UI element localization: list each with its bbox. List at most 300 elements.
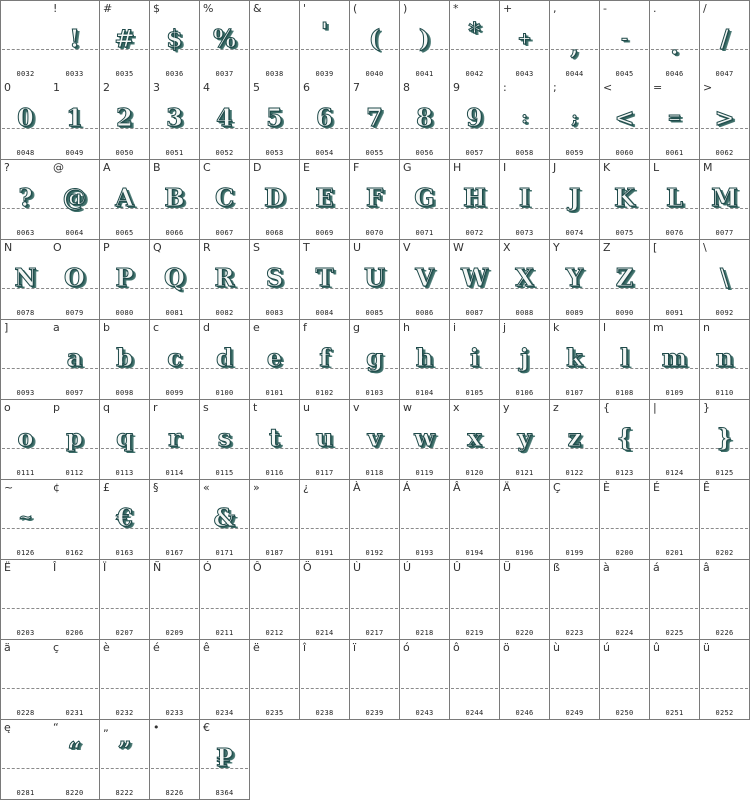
char-label: „ (103, 721, 109, 734)
char-label: J (553, 161, 557, 174)
glyph-cell (0, 80, 51, 160)
char-code: 0233 (165, 709, 184, 717)
char-code: 8226 (165, 789, 184, 797)
baseline (251, 608, 298, 609)
char-code: 0250 (615, 709, 634, 717)
char-code: 0099 (165, 389, 184, 397)
char-label: # (103, 2, 113, 15)
char-code: 0219 (465, 629, 484, 637)
baseline (651, 688, 698, 689)
glyph-cell (700, 0, 750, 81)
glyph-sample: A (115, 183, 134, 212)
glyph-sample: o (17, 423, 34, 452)
glyph-cell (550, 80, 600, 160)
glyph-sample: g (366, 343, 383, 372)
char-code: 0073 (515, 229, 534, 237)
glyph-cell (600, 640, 650, 720)
glyph-sample: H (463, 183, 486, 212)
baseline (701, 608, 748, 609)
char-label: € (203, 721, 210, 734)
char-code: 0049 (65, 149, 84, 157)
glyph-sample: Z (615, 263, 634, 292)
glyph-cell (500, 160, 550, 240)
char-code: 0124 (665, 469, 684, 477)
char-label: 2 (103, 81, 110, 94)
glyph-sample: V (415, 263, 434, 292)
char-code: 0036 (165, 70, 184, 78)
char-code: 0116 (265, 469, 284, 477)
glyph-sample: n (715, 343, 734, 372)
glyph-sample: * (468, 17, 481, 46)
baseline (651, 608, 698, 609)
char-label: m (653, 321, 664, 334)
glyph-sample: i (469, 343, 480, 372)
glyph-cell (100, 640, 150, 720)
glyph-cell (650, 320, 700, 400)
glyph-cell (600, 80, 650, 160)
char-code: 0108 (615, 389, 634, 397)
char-code: 0105 (465, 389, 484, 397)
glyph-cell (400, 240, 450, 320)
char-code: 0239 (365, 709, 384, 717)
glyph-cell (600, 240, 650, 320)
char-code: 0209 (165, 629, 184, 637)
glyph-sample: 5 (266, 103, 283, 132)
glyph-cell (100, 0, 150, 81)
char-label: ę (4, 721, 11, 734)
glyph-sample: ' (320, 17, 329, 46)
char-label: / (703, 2, 707, 15)
char-code: 0246 (515, 709, 534, 717)
char-label: U (353, 241, 362, 254)
char-label: Ó (203, 561, 212, 574)
baseline (51, 688, 98, 689)
glyph-sample: a (66, 343, 83, 372)
char-label: d (203, 321, 210, 334)
char-label: E (303, 161, 310, 174)
char-code: 0196 (515, 549, 534, 557)
char-code: 0092 (715, 309, 734, 317)
char-label: À (353, 481, 361, 494)
glyph-cell (700, 480, 750, 560)
glyph-cell (450, 480, 500, 560)
char-code: 0069 (315, 229, 334, 237)
char-code: 0055 (365, 149, 384, 157)
char-code: 0087 (465, 309, 484, 317)
glyph-cell (100, 720, 150, 800)
char-code: 0249 (565, 709, 584, 717)
char-label: j (503, 321, 507, 334)
char-code: 0191 (315, 549, 334, 557)
glyph-cell (150, 160, 200, 240)
char-code: 0111 (16, 469, 35, 477)
glyph-sample: 1 (66, 103, 83, 132)
glyph-cell (450, 160, 500, 240)
char-code: 0074 (565, 229, 584, 237)
char-code: 0062 (715, 149, 734, 157)
glyph-cell (450, 400, 500, 480)
char-label: Y (553, 241, 560, 254)
glyph-sample: # (114, 24, 135, 53)
char-code: 0042 (465, 70, 484, 78)
char-label: v (353, 401, 360, 414)
glyph-cell (550, 160, 600, 240)
glyph-cell (400, 560, 450, 640)
char-label: 7 (353, 81, 360, 94)
glyph-cell (450, 320, 500, 400)
baseline (651, 288, 698, 289)
char-label: Â (453, 481, 461, 494)
char-code: 0093 (16, 389, 35, 397)
char-label: ê (203, 641, 210, 654)
char-code: 0162 (65, 549, 84, 557)
glyph-cell (600, 560, 650, 640)
char-label: Á (403, 481, 411, 494)
glyph-cell (550, 560, 600, 640)
char-code: 0109 (665, 389, 684, 397)
char-label: ¢ (53, 481, 60, 494)
glyph-cell (400, 640, 450, 720)
glyph-cell (100, 80, 150, 160)
glyph-sample: x (467, 423, 482, 452)
glyph-cell (200, 640, 250, 720)
glyph-sample: , (570, 31, 579, 60)
glyph-sample: c (167, 343, 182, 372)
glyph-cell (50, 480, 100, 560)
baseline (351, 528, 398, 529)
glyph-sample: @ (62, 183, 87, 212)
glyph-cell (250, 320, 300, 400)
glyph-sample: 0 (17, 103, 34, 132)
char-code: 0125 (715, 469, 734, 477)
char-code: 0072 (465, 229, 484, 237)
char-code: 0054 (315, 149, 334, 157)
glyph-cell (550, 240, 600, 320)
glyph-cell (100, 320, 150, 400)
baseline (601, 608, 648, 609)
glyph-sample: f (319, 343, 330, 372)
char-code: 0078 (16, 309, 35, 317)
glyph-cell (600, 400, 650, 480)
glyph-cell (500, 0, 550, 81)
char-code: 0098 (115, 389, 134, 397)
char-code: 0038 (265, 70, 284, 78)
glyph-sample: K (614, 183, 635, 212)
glyph-cell (200, 480, 250, 560)
char-label: = (653, 81, 663, 94)
char-code: 0091 (665, 309, 684, 317)
char-label: l (603, 321, 607, 334)
char-label: ] (4, 321, 9, 334)
char-code: 0220 (515, 629, 534, 637)
baseline (101, 688, 148, 689)
char-code: 0056 (415, 149, 434, 157)
glyph-sample: Y (565, 263, 584, 292)
char-label: t (253, 401, 258, 414)
baseline (251, 49, 298, 50)
char-code: 8222 (115, 789, 134, 797)
char-label: s (203, 401, 209, 414)
glyph-cell (0, 320, 51, 400)
char-label: p (53, 401, 60, 414)
char-label: b (103, 321, 110, 334)
baseline (401, 688, 448, 689)
char-code: 0052 (215, 149, 234, 157)
glyph-cell (250, 400, 300, 480)
char-label: à (603, 561, 610, 574)
char-code: 0037 (215, 70, 234, 78)
glyph-sample: I (518, 183, 531, 212)
glyph-sample: = (667, 108, 682, 128)
char-label: £ (103, 481, 110, 494)
glyph-cell (400, 320, 450, 400)
char-label: î (303, 641, 307, 654)
char-code: 0238 (315, 709, 334, 717)
glyph-sample: h (415, 343, 434, 372)
glyph-sample: U (364, 263, 385, 292)
glyph-sample: / (720, 24, 729, 53)
glyph-cell (350, 0, 400, 81)
char-label: > (703, 81, 713, 94)
glyph-cell (400, 160, 450, 240)
char-label: A (103, 161, 111, 174)
char-code: 0211 (215, 629, 234, 637)
glyph-sample: 4 (216, 103, 233, 132)
glyph-cell (550, 0, 600, 81)
char-code: 0252 (715, 709, 734, 717)
glyph-cell (600, 160, 650, 240)
glyph-sample: } (716, 423, 733, 452)
baseline (351, 608, 398, 609)
glyph-sample: R (214, 263, 235, 292)
char-label: è (103, 641, 110, 654)
glyph-sample: y (517, 423, 532, 452)
char-label: é (153, 641, 160, 654)
glyph-cell (250, 640, 300, 720)
char-code: 0070 (365, 229, 384, 237)
char-code: 0107 (565, 389, 584, 397)
char-label: $ (153, 2, 160, 15)
glyph-sample: B (164, 183, 185, 212)
baseline (151, 768, 198, 769)
baseline (301, 608, 348, 609)
glyph-cell (450, 640, 500, 720)
char-label: : (503, 81, 507, 94)
glyph-cell (450, 240, 500, 320)
char-label: ç (53, 641, 60, 654)
glyph-cell (200, 400, 250, 480)
char-label: o (4, 401, 11, 414)
glyph-sample: ) (418, 24, 431, 53)
baseline (651, 448, 698, 449)
char-label: % (203, 2, 214, 15)
glyph-cell (0, 160, 51, 240)
glyph-sample: N (14, 263, 37, 292)
glyph-cell (700, 240, 750, 320)
char-code: 0203 (16, 629, 35, 637)
glyph-cell (200, 560, 250, 640)
glyph-sample: J (568, 183, 581, 212)
glyph-cell (250, 560, 300, 640)
glyph-cell (200, 160, 250, 240)
char-code: 0187 (265, 549, 284, 557)
char-label: e (253, 321, 260, 334)
char-label: h (403, 321, 410, 334)
glyph-sample: u (315, 423, 334, 452)
char-code: 0063 (16, 229, 35, 237)
glyph-sample: v (367, 423, 382, 452)
char-code: 0104 (415, 389, 434, 397)
char-label: < (603, 81, 613, 94)
glyph-cell (50, 0, 100, 81)
char-label: ö (503, 641, 510, 654)
char-code: 0051 (165, 149, 184, 157)
char-label: É (653, 481, 660, 494)
char-code: 0067 (215, 229, 234, 237)
glyph-cell (650, 80, 700, 160)
glyph-sample: - (620, 29, 629, 49)
glyph-cell (300, 240, 350, 320)
baseline (651, 528, 698, 529)
baseline (551, 608, 598, 609)
glyph-sample: T (315, 263, 334, 292)
glyph-sample: > (714, 103, 735, 132)
char-label: Ô (253, 561, 262, 574)
glyph-sample: & (213, 503, 236, 532)
char-code: 0033 (65, 70, 84, 78)
char-code: 0223 (565, 629, 584, 637)
glyph-sample: 3 (166, 103, 183, 132)
char-label: } (703, 401, 710, 414)
char-label: z (553, 401, 559, 414)
baseline (51, 608, 98, 609)
char-code: 0234 (215, 709, 234, 717)
char-label: g (353, 321, 360, 334)
glyph-cell (350, 560, 400, 640)
glyph-cell (50, 160, 100, 240)
glyph-cell (350, 80, 400, 160)
char-code: 8220 (65, 789, 84, 797)
char-code: 0079 (65, 309, 84, 317)
char-label: P (103, 241, 110, 254)
glyph-sample: ~ (18, 508, 33, 528)
char-code: 0086 (415, 309, 434, 317)
char-label: ) (403, 2, 408, 15)
char-code: 0235 (265, 709, 284, 717)
char-label: Î (53, 561, 57, 574)
glyph-cell (650, 160, 700, 240)
char-code: 0077 (715, 229, 734, 237)
glyph-sample: ! (69, 24, 80, 53)
glyph-cell (0, 640, 51, 720)
baseline (501, 688, 548, 689)
glyph-cell (300, 160, 350, 240)
char-code: 8364 (215, 789, 234, 797)
glyph-cell (0, 0, 51, 81)
char-code: 0121 (515, 469, 534, 477)
baseline (601, 688, 648, 689)
glyph-cell (150, 80, 200, 160)
glyph-cell (300, 560, 350, 640)
char-code: 0089 (565, 309, 584, 317)
char-label: M (703, 161, 713, 174)
glyph-sample: s (217, 423, 232, 452)
glyph-cell (700, 560, 750, 640)
baseline (2, 49, 49, 50)
glyph-cell (50, 320, 100, 400)
char-code: 0039 (315, 70, 334, 78)
glyph-sample: m (661, 343, 688, 372)
glyph-cell (700, 640, 750, 720)
glyph-cell (700, 400, 750, 480)
baseline (251, 528, 298, 529)
char-code: 0085 (365, 309, 384, 317)
char-code: 0244 (465, 709, 484, 717)
char-label: O (53, 241, 62, 254)
glyph-cell (550, 400, 600, 480)
baseline (401, 528, 448, 529)
char-label: ! (53, 2, 58, 15)
char-label: 5 (253, 81, 260, 94)
glyph-cell (0, 720, 51, 800)
glyph-sample: O (64, 263, 85, 292)
char-label: â (703, 561, 710, 574)
char-label: ï (353, 641, 357, 654)
baseline (301, 688, 348, 689)
char-code: 0088 (515, 309, 534, 317)
glyph-cell (300, 320, 350, 400)
char-code: 0064 (65, 229, 84, 237)
char-code: 0032 (16, 70, 35, 78)
char-label: Ê (703, 481, 710, 494)
glyph-sample: j (520, 343, 529, 372)
char-code: 0053 (265, 149, 284, 157)
char-code: 0200 (615, 549, 634, 557)
glyph-cell (650, 240, 700, 320)
char-label: S (253, 241, 260, 254)
baseline (2, 368, 49, 369)
char-code: 0076 (665, 229, 684, 237)
char-label: + (503, 2, 513, 15)
glyph-cell (600, 320, 650, 400)
char-label: Ä (503, 481, 511, 494)
char-code: 0044 (565, 70, 584, 78)
char-label: w (403, 401, 412, 414)
glyph-cell (400, 80, 450, 160)
char-label: i (453, 321, 457, 334)
char-code: 0226 (715, 629, 734, 637)
char-label: B (153, 161, 161, 174)
char-label: r (153, 401, 158, 414)
baseline (451, 608, 498, 609)
baseline (501, 608, 548, 609)
glyph-sample: z (567, 423, 582, 452)
char-label: Ü (503, 561, 512, 574)
char-code: 0035 (115, 70, 134, 78)
baseline (451, 688, 498, 689)
glyph-cell (300, 480, 350, 560)
glyph-cell (150, 480, 200, 560)
char-code: 0065 (115, 229, 134, 237)
char-label: ß (553, 561, 560, 574)
char-code: 0060 (615, 149, 634, 157)
char-code: 0048 (16, 149, 35, 157)
char-code: 0225 (665, 629, 684, 637)
char-code: 0110 (715, 389, 734, 397)
glyph-sample: k (566, 343, 583, 372)
baseline (601, 528, 648, 529)
char-code: 0122 (565, 469, 584, 477)
